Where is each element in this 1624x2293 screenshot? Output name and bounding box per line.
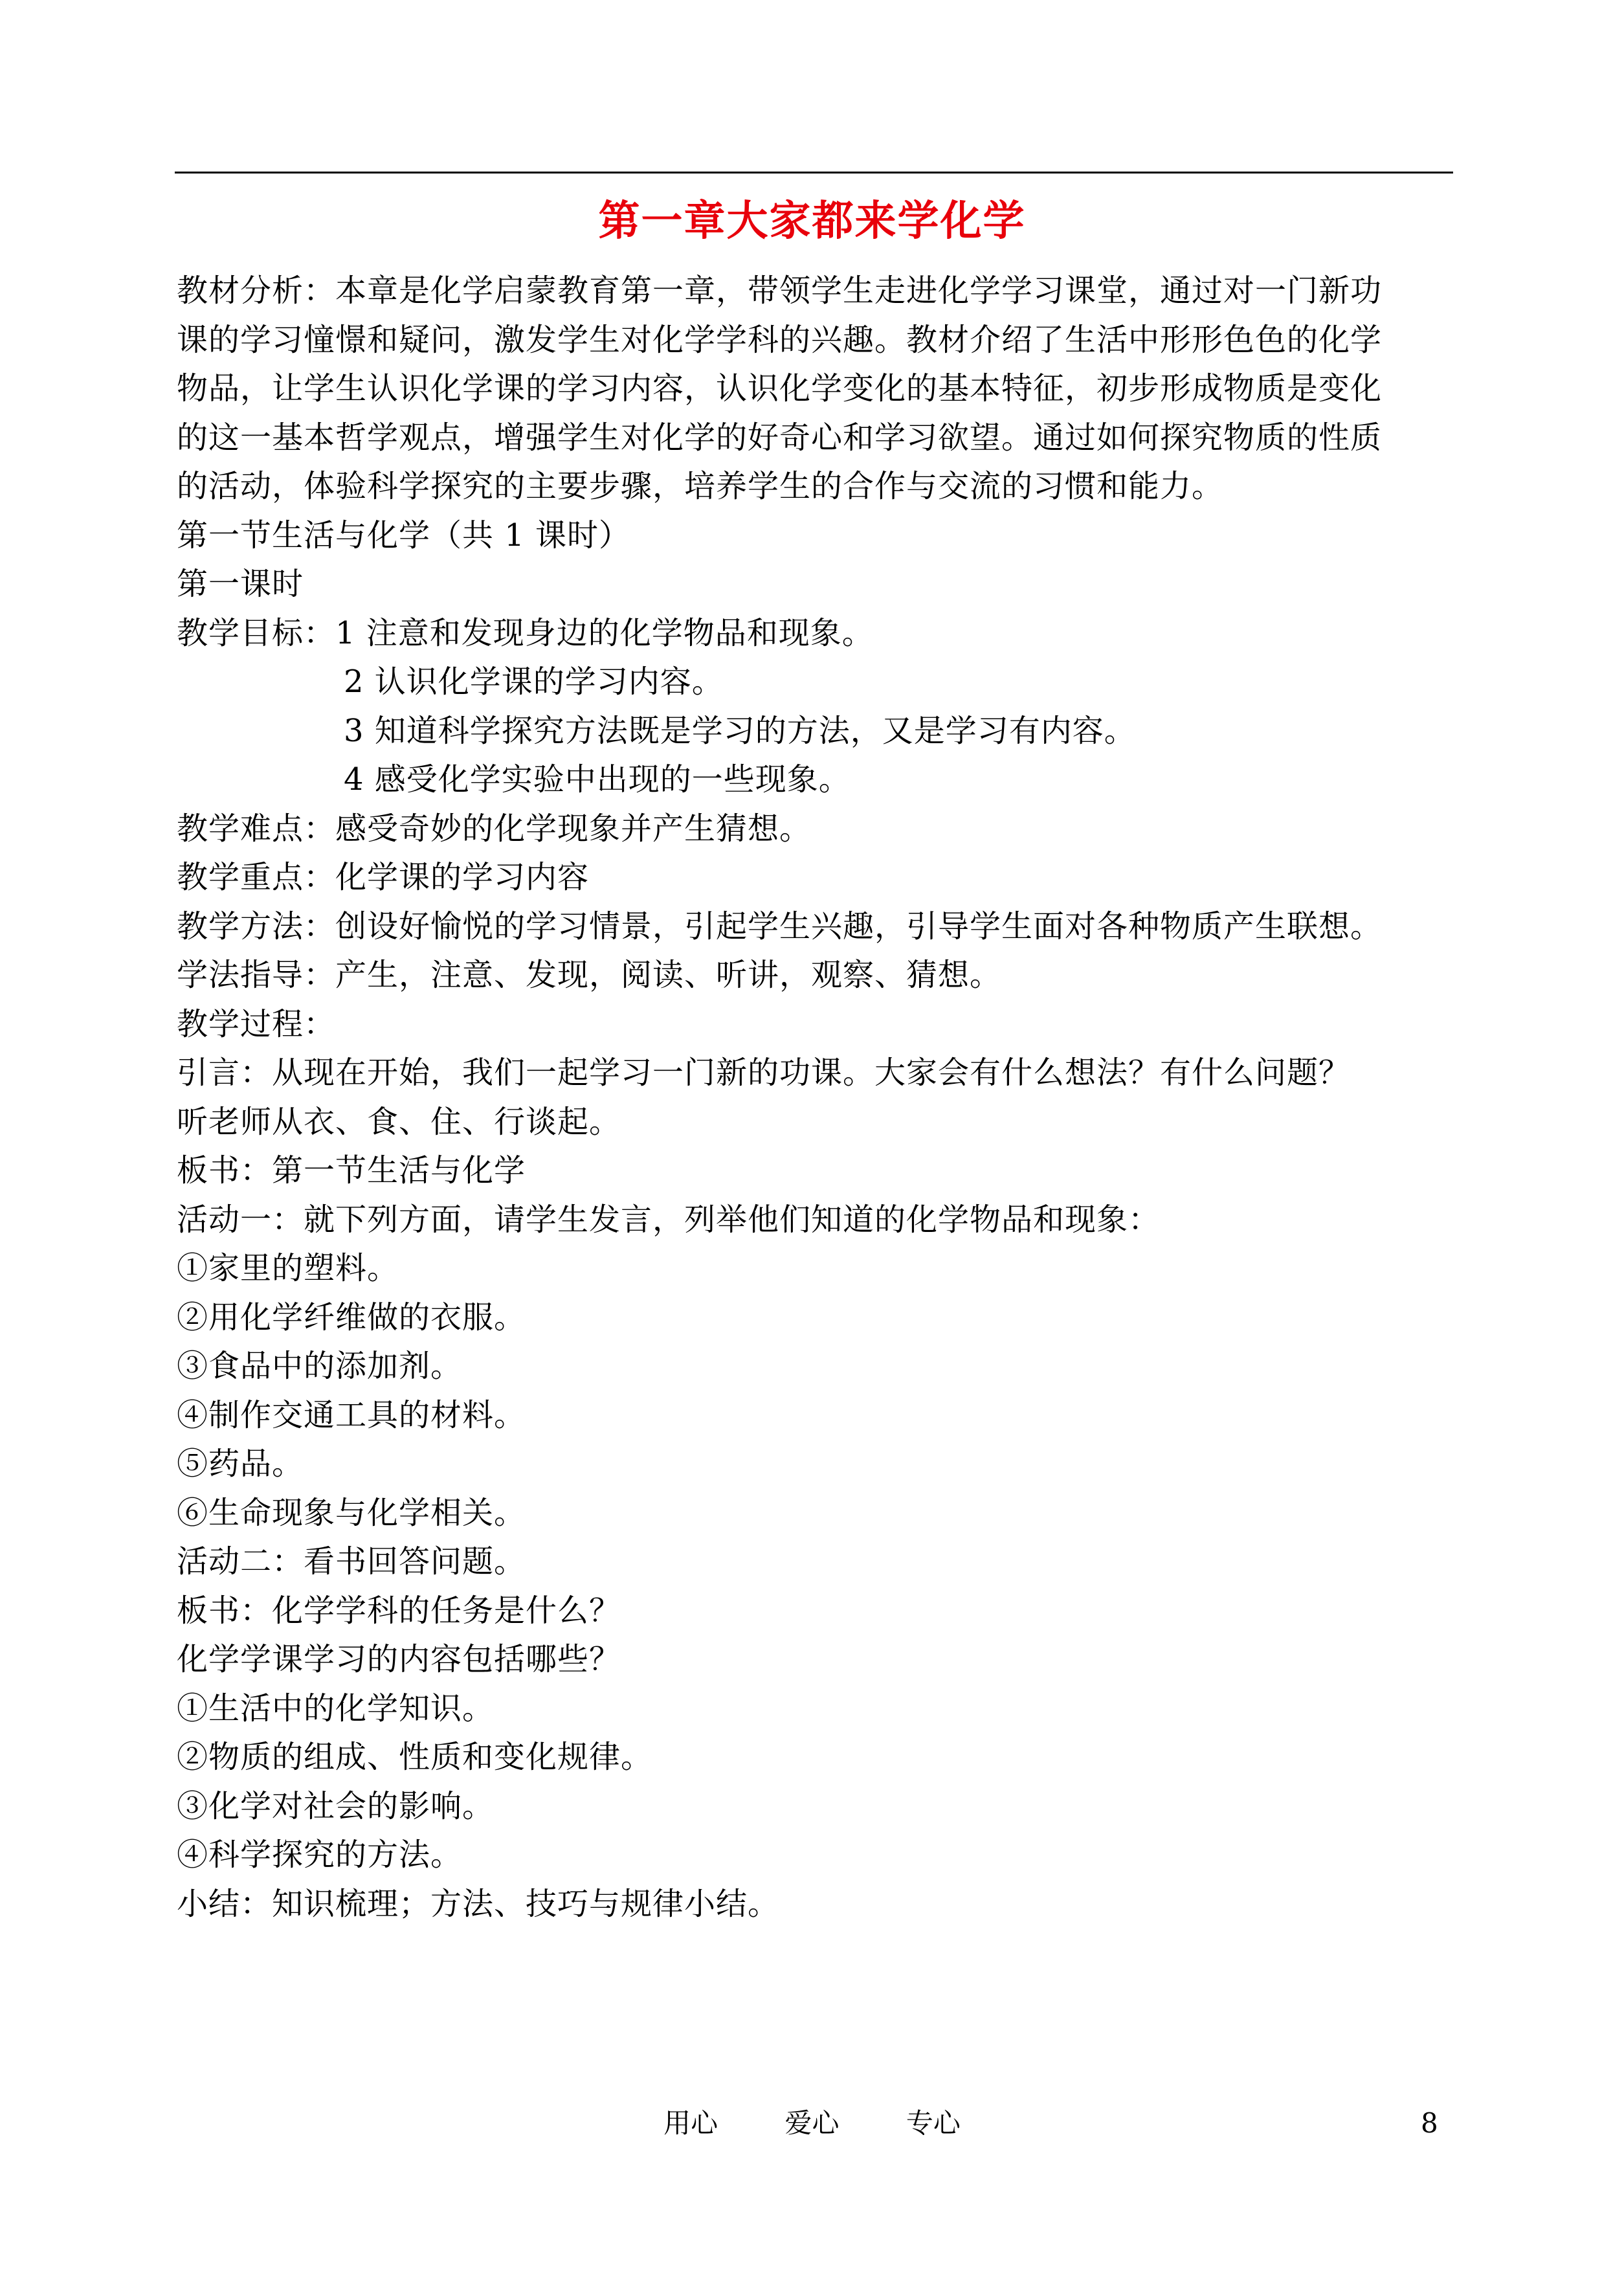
footer-motto: 用心 (663, 2107, 718, 2139)
teaching-key-point: 教学重点：化学课的学习内容 (177, 859, 590, 895)
analysis-line: 课的学习憧憬和疑问，激发学生对化学学科的兴趣。教材介绍了生活中形形色色的化学 (177, 321, 1383, 358)
objectives-first: 教学目标：1 注意和发现身边的化学物品和现象。 (177, 614, 874, 651)
list-item: ②用化学纤维做的衣服。 (177, 1299, 526, 1336)
list-item: ⑥生命现象与化学相关。 (177, 1494, 526, 1531)
list-item: ④制作交通工具的材料。 (177, 1396, 526, 1433)
list-item: ①家里的塑料。 (177, 1250, 399, 1286)
footer-motto: 爱心 (784, 2107, 840, 2139)
activity-two: 活动二：看书回答问题。 (177, 1543, 526, 1580)
list-item: ③食品中的添加剂。 (177, 1348, 463, 1384)
teaching-method: 教学方法：创设好愉悦的学习情景，引起学生兴趣，引导学生面对各种物质产生联想。 (177, 908, 1383, 945)
intro-line: 引言：从现在开始，我们一起学习一门新的功课。大家会有什么想法？有什么问题？ (177, 1055, 1351, 1091)
board-note: 板书：第一节生活与化学 (177, 1152, 526, 1189)
content-question: 化学学课学习的内容包括哪些？ (177, 1641, 621, 1677)
list-item: ④科学探究的方法。 (177, 1837, 463, 1873)
document-body (177, 267, 1455, 1929)
lesson-heading: 第一课时 (177, 566, 304, 602)
list-item: ①生活中的化学知识。 (177, 1690, 495, 1727)
activity-one: 活动一：就下列方面，请学生发言，列举他们知道的化学物品和现象： (177, 1201, 1161, 1238)
page-title: 第一章大家都来学化学 (598, 197, 1026, 245)
intro-line: 听老师从衣、食、住、行谈起。 (177, 1103, 621, 1140)
summary: 小结：知识梳理；方法、技巧与规律小结。 (177, 1885, 780, 1922)
objective-item: 3 知道科学探究方法既是学习的方法，又是学习有内容。 (344, 712, 1136, 749)
list-item: ⑤药品。 (177, 1446, 304, 1482)
teaching-difficulty: 教学难点：感受奇妙的化学现象并产生猜想。 (177, 810, 812, 847)
analysis-line: 物品，让学生认识化学课的学习内容，认识化学变化的基本特征，初步形成物质是变化 (177, 370, 1383, 407)
page-number: 8 (1421, 2107, 1438, 2139)
section-heading: 第一节生活与化学（共 1 课时） (177, 517, 631, 554)
list-item: ③化学对社会的影响。 (177, 1787, 495, 1824)
analysis-line: 的这一基本哲学观点，增强学生对化学的好奇心和学习欲望。通过如何探究物质的性质 (177, 419, 1383, 456)
objective-item: 2 认识化学课的学习内容。 (344, 664, 724, 700)
list-item: ②物质的组成、性质和变化规律。 (177, 1739, 653, 1775)
footer-motto: 专心 (906, 2107, 961, 2139)
analysis-line: 教材分析：本章是化学启蒙教育第一章，带领学生走进化学学习课堂，通过对一门新功 (177, 273, 1383, 309)
board-note: 板书：化学学科的任务是什么？ (177, 1592, 621, 1629)
process-label: 教学过程： (177, 1005, 336, 1042)
header-rule (175, 172, 1453, 173)
objective-item: 4 感受化学实验中出现的一些现象。 (344, 761, 851, 798)
analysis-line: 的活动，体验科学探究的主要步骤，培养学生的合作与交流的习惯和能力。 (177, 468, 1224, 504)
study-guide: 学法指导：产生，注意、发现，阅读、听讲，观察、猜想。 (177, 957, 1002, 993)
footer-mottos (0, 2104, 1624, 2143)
